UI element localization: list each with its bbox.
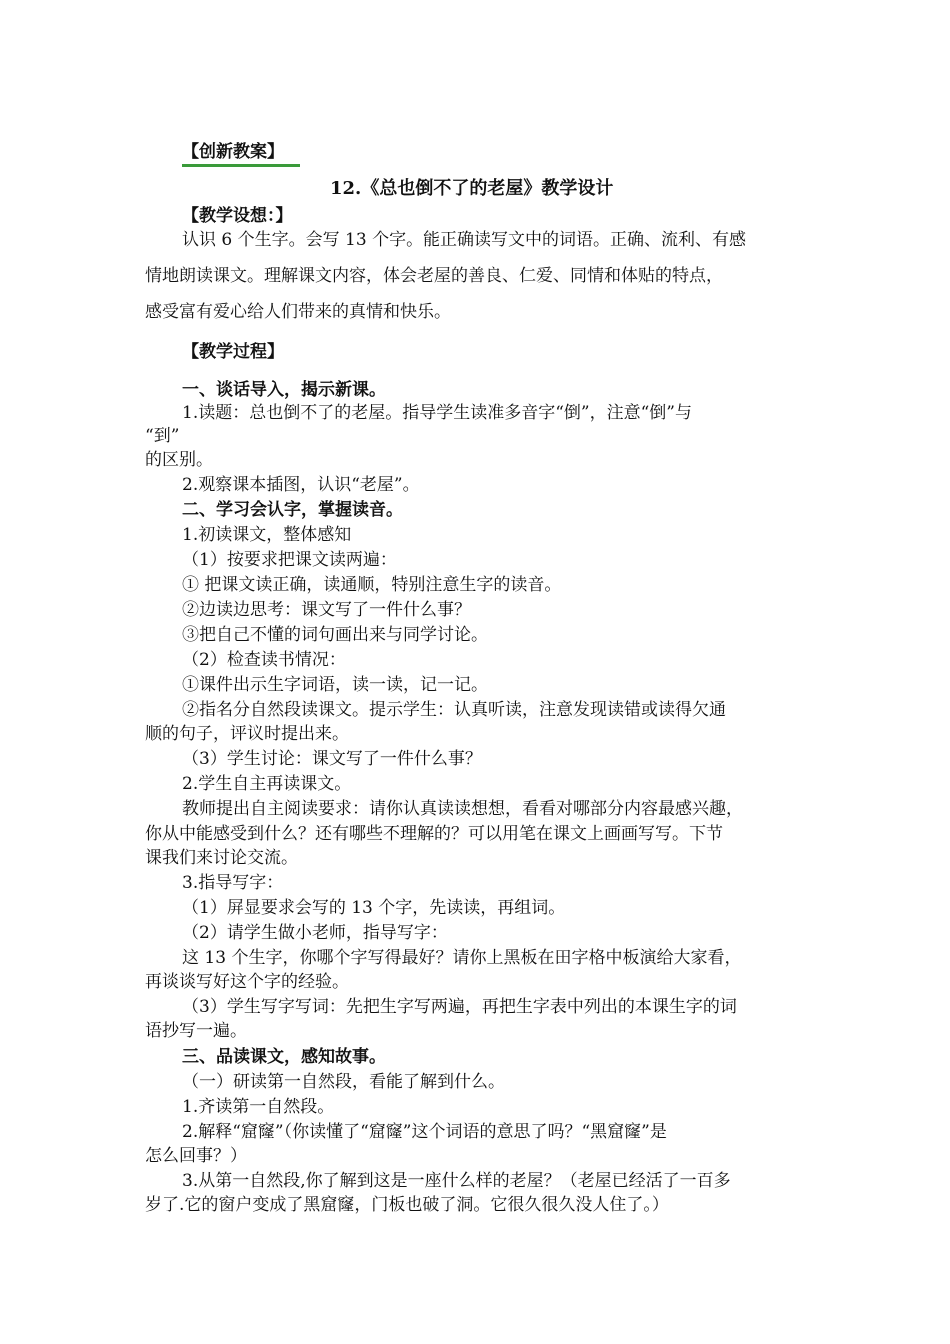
section-heading: 一、谈话导入，揭示新课。 — [182, 380, 386, 400]
paragraph-line: 你从中能感受到什么？还有哪些不理解的？可以用笔在课文上画画写写。下节 — [145, 824, 723, 844]
paragraph-line: 课我们来讨论交流。 — [145, 848, 298, 868]
paragraph-line: （2）请学生做小老师，指导写字： — [182, 923, 448, 943]
paragraph-line: 1.初读课文，整体感知 — [182, 525, 352, 545]
section-heading: 三、品读课文，感知故事。 — [182, 1047, 386, 1067]
paragraph-line: ②指名分自然段读课文。提示学生：认真听读，注意发现读错或读得欠通 — [182, 700, 726, 720]
paragraph-line: 顺的句子，评议时提出来。 — [145, 724, 349, 744]
paragraph-line: 感受富有爱心给人们带来的真情和快乐。 — [145, 302, 451, 322]
tag-underline — [182, 164, 300, 167]
paragraph-line: 认识 6 个生字。会写 13 个字。能正确读写文中的词语。正确、流利、有感 — [182, 230, 747, 250]
paragraph-line: ③把自己不懂的词句画出来与同学讨论。 — [182, 625, 488, 645]
paragraph-line: “到” — [145, 426, 180, 446]
paragraph-line: （3）学生写字写词：先把生字写两遍，再把生字表中列出的本课生字的词 — [182, 997, 737, 1017]
paragraph-line: ① 把课文读正确，读通顺，特别注意生字的读音。 — [182, 575, 562, 595]
heading-design: 【教学设想：】 — [182, 206, 293, 226]
paragraph-line: 怎么回事？） — [145, 1146, 247, 1166]
paragraph-line: （1）按要求把课文读两遍： — [182, 550, 397, 570]
paragraph-line: ①课件出示生字词语，读一读，记一记。 — [182, 675, 488, 695]
paragraph-line: 再谈谈写好这个字的经验。 — [145, 972, 349, 992]
heading-process: 【教学过程】 — [182, 342, 284, 362]
paragraph-line: 情地朗读课文。理解课文内容，体会老屋的善良、仁爱、同情和体贴的特点， — [145, 266, 723, 286]
paragraph-line: 2.学生自主再读课文。 — [182, 774, 352, 794]
paragraph-line: 岁了.它的窗户变成了黑窟窿，门板也破了洞。它很久很久没人住了。） — [145, 1195, 669, 1215]
paragraph-line: 2.解释“窟窿”（你读懂了“窟窿”这个词语的意思了吗？“黑窟窿”是 — [182, 1122, 667, 1142]
paragraph-line: 语抄写一遍。 — [145, 1021, 247, 1041]
paragraph-line: （一）研读第一自然段，看能了解到什么。 — [182, 1072, 505, 1092]
section-tag: 【创新教案】 — [182, 142, 284, 162]
paragraph-line: 这 13 个生字，你哪个字写得最好？请你上黑板在田字格中板演给大家看， — [182, 948, 742, 968]
paragraph-line: 2.观察课本插图，认识“老屋”。 — [182, 475, 420, 495]
paragraph-line: （1）屏显要求会写的 13 个字，先读读，再组词。 — [182, 898, 566, 918]
paragraph-line: 1.读题：总也倒不了的老屋。指导学生读准多音字“倒”，注意“倒”与 — [182, 403, 692, 423]
paragraph-line: 的区别。 — [145, 450, 213, 470]
paragraph-line: 3.从第一自然段,你了解到这是一座什么样的老屋？（老屋已经活了一百多 — [182, 1171, 731, 1191]
paragraph-line: （3）学生讨论：课文写了一件什么事？ — [182, 749, 482, 769]
paragraph-line: 3.指导写字： — [182, 873, 284, 893]
section-heading: 二、学习会认字，掌握读音。 — [182, 500, 403, 520]
paragraph-line: 教师提出自主阅读要求：请你认真读读想想，看看对哪部分内容最感兴趣， — [182, 799, 743, 819]
paragraph-line: 1.齐读第一自然段。 — [182, 1097, 335, 1117]
paragraph-line: （2）检查读书情况： — [182, 650, 346, 670]
document-title: 12.《总也倒不了的老屋》教学设计 — [330, 178, 614, 199]
paragraph-line: ②边读边思考：课文写了一件什么事？ — [182, 600, 471, 620]
